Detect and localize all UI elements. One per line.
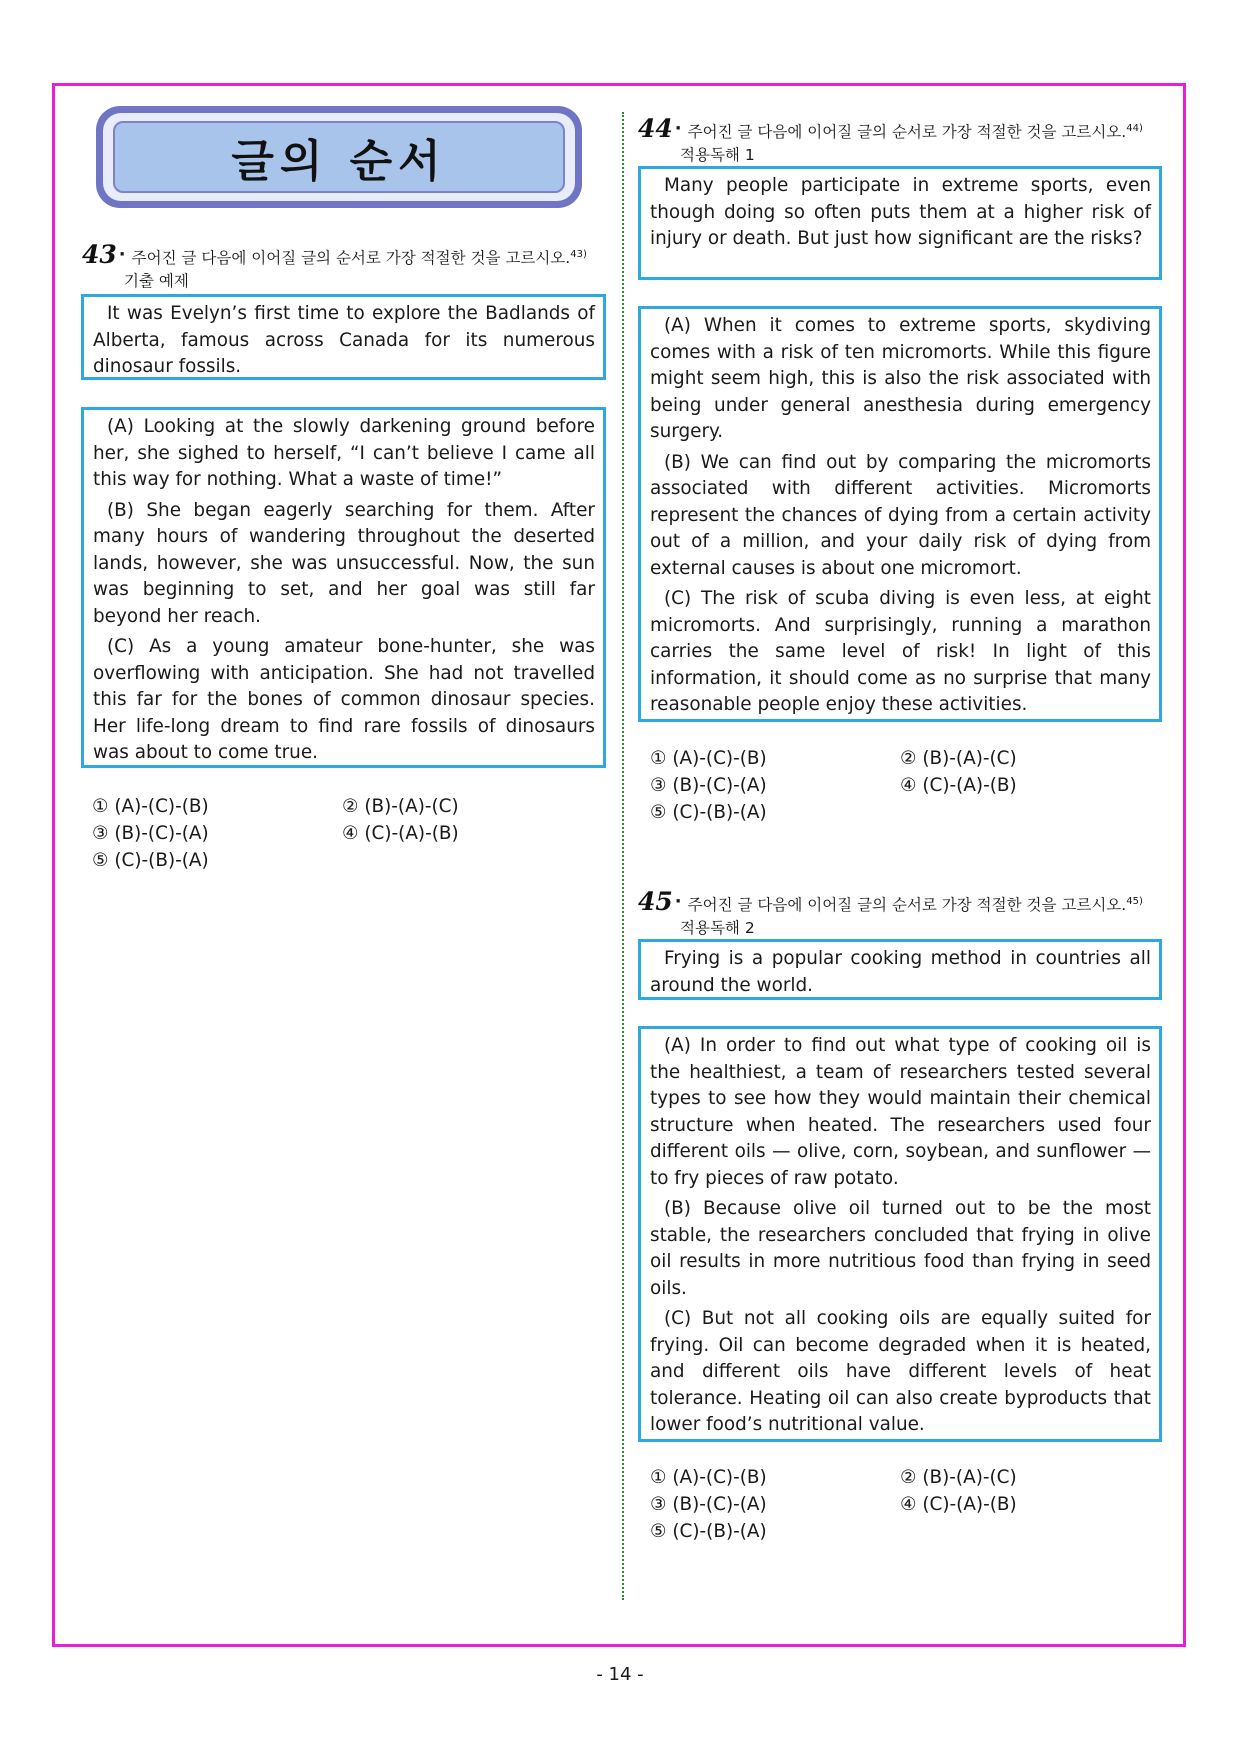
answer-choices: [92, 793, 592, 874]
question-bullet: ·: [674, 118, 682, 139]
choice-2[interactable]: ② (B)-(A)-(C): [900, 748, 1017, 769]
choice-5[interactable]: ⑤ (C)-(B)-(A): [650, 802, 767, 823]
passage-a: (A) When it comes to extreme sports, skydiving comes with a risk of ten micromorts. While this figure might seem high, this is also the risk associated with being under general anesthesia during emergency surgery.: [650, 315, 1151, 442]
passage-c: (C) The risk of scuba diving is even less, at eight micromorts. And surprisingly, running a marathon carries the same level of risk! In light of this information, it should come as no surprise that many reasonable people enjoy these activities.: [650, 588, 1151, 715]
question-44-header: [638, 114, 1183, 166]
given-passage: Many people participate in extreme sports, even though doing so often puts them at a higher risk of injury or death. But just how significant are the risks?: [650, 175, 1151, 249]
passage-c: (C) But not all cooking oils are equally suited for frying. Oil can become degraded when it is heated, and different oils have different levels of heat tolerance. Heating oil can also create byproducts that lower food’s nutritional value.: [650, 1308, 1151, 1435]
choice-3[interactable]: ③ (B)-(C)-(A): [650, 775, 767, 796]
passage-a: (A) Looking at the slowly darkening ground before her, she sighed to herself, “I can’t believe I came all this way for nothing. What a waste of time!”: [93, 416, 595, 490]
choice-2[interactable]: ② (B)-(A)-(C): [900, 1467, 1017, 1488]
given-passage: It was Evelyn’s first time to explore the Badlands of Alberta, famous across Canada for its numerous dinosaur fossils.: [93, 303, 595, 377]
choice-5[interactable]: ⑤ (C)-(B)-(A): [650, 1521, 767, 1542]
given-passage-box: [81, 294, 606, 380]
question-45-header: [638, 887, 1183, 939]
footnote-marker: 45): [1126, 896, 1143, 907]
question-number: 45: [638, 887, 673, 916]
footnote-marker: 44): [1126, 123, 1143, 134]
choice-4[interactable]: ④ (C)-(A)-(B): [900, 775, 1017, 796]
choice-4[interactable]: ④ (C)-(A)-(B): [900, 1494, 1017, 1515]
question-prompt-text: 주어진 글 다음에 이어질 글의 순서로 가장 적절한 것을 고르시오.: [131, 249, 571, 268]
given-passage-box: [638, 939, 1162, 1000]
question-label: 적용독해 1: [680, 146, 755, 165]
ordered-passages-box: [81, 407, 606, 768]
choice-3[interactable]: ③ (B)-(C)-(A): [650, 1494, 767, 1515]
question-bullet: ·: [674, 891, 682, 912]
section-title-banner: [96, 106, 582, 208]
ordered-passages-box: [638, 306, 1162, 722]
question-prompt: [688, 117, 1143, 144]
question-label: 적용독해 2: [680, 919, 755, 938]
choice-1[interactable]: ① (A)-(C)-(B): [92, 796, 209, 817]
choice-3[interactable]: ③ (B)-(C)-(A): [92, 823, 209, 844]
question-bullet: ·: [118, 244, 126, 265]
question-prompt-text: 주어진 글 다음에 이어질 글의 순서로 가장 적절한 것을 고르시오.: [687, 896, 1127, 915]
choice-1[interactable]: ① (A)-(C)-(B): [650, 748, 767, 769]
question-prompt: [688, 890, 1143, 917]
passage-b: (B) We can find out by comparing the micromorts associated with different activities. Micromorts represent the chances of dying from a certain activity out of a million, and your daily risk of dying from external causes is about one micromort.: [650, 451, 1151, 579]
ordered-passages-box: [638, 1026, 1162, 1442]
footnote-marker: 43): [570, 249, 587, 260]
page-number: - 14 -: [596, 1664, 644, 1685]
question-prompt-text: 주어진 글 다음에 이어질 글의 순서로 가장 적절한 것을 고르시오.: [687, 123, 1127, 142]
section-title: 글의 순서: [231, 136, 447, 187]
answer-choices: [650, 1464, 1150, 1545]
question-prompt: [132, 243, 587, 270]
question-label: 기출 예제: [124, 272, 189, 291]
question-number: 43: [82, 240, 117, 269]
choice-1[interactable]: ① (A)-(C)-(B): [650, 1467, 767, 1488]
choice-4[interactable]: ④ (C)-(A)-(B): [342, 823, 459, 844]
given-passage-box: [638, 166, 1162, 280]
banner-inner: [103, 113, 575, 201]
question-number: 44: [638, 114, 673, 143]
given-passage: Frying is a popular cooking method in countries all around the world.: [650, 948, 1151, 996]
passage-b: (B) Because olive oil turned out to be the most stable, the researchers concluded that frying in olive oil results in more nutritious food than frying in seed oils.: [650, 1198, 1151, 1299]
passage-b: (B) She began eagerly searching for them. After many hours of wandering throughout the deserted lands, however, she was unsuccessful. Now, the sun was beginning to set, and her goal was still far beyond her reach.: [93, 499, 595, 627]
question-43-header: [82, 240, 612, 292]
choice-2[interactable]: ② (B)-(A)-(C): [342, 796, 459, 817]
passage-c: (C) As a young amateur bone-hunter, she was overflowing with anticipation. She had not travelled this far for the bones of common dinosaur species. Her life-long dream to find rare fossils of dinosaurs was about to come true.: [93, 636, 595, 763]
choice-5[interactable]: ⑤ (C)-(B)-(A): [92, 850, 209, 871]
banner-core: [113, 121, 565, 193]
answer-choices: [650, 745, 1150, 826]
passage-a: (A) In order to find out what type of cooking oil is the healthiest, a team of researchers tested several types to see how they would maintain their chemical structure when heated. The researchers used four different oils — olive, corn, soybean, and sunflower — to fry pieces of raw potato.: [650, 1035, 1151, 1189]
column-divider: [622, 112, 624, 1600]
